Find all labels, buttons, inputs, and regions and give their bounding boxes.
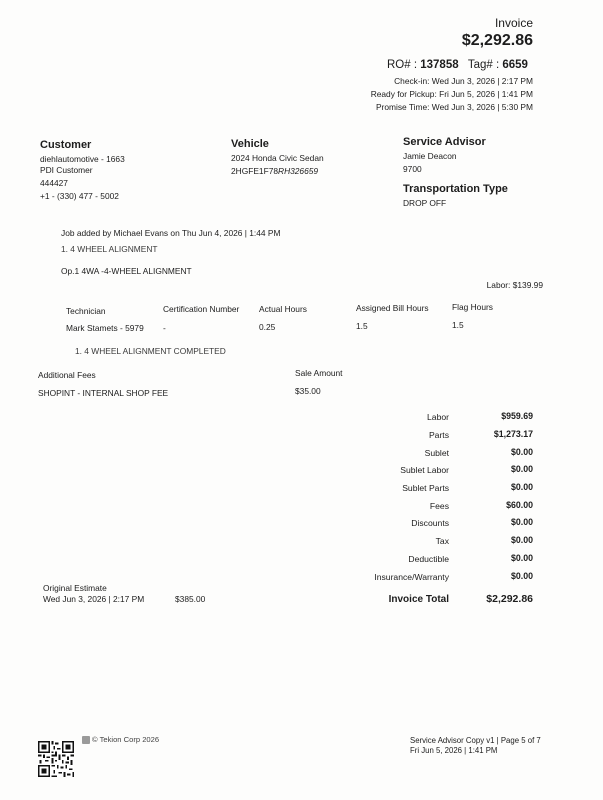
col-header-technician: Technician xyxy=(66,306,106,316)
transport-type: DROP OFF xyxy=(403,198,447,208)
ro-value: 137858 xyxy=(420,59,459,71)
total-value-deductible: $0.00 xyxy=(510,553,533,563)
total-label-sublet-labor: Sublet Labor xyxy=(400,465,449,475)
vehicle-heading: Vehicle xyxy=(231,138,269,150)
total-label-discounts: Discounts xyxy=(411,518,449,528)
job-line-1: 1. 4 WHEEL ALIGNMENT xyxy=(61,244,158,254)
invoice-title: Invoice xyxy=(494,16,533,30)
total-value-parts: $1,273.17 xyxy=(493,429,533,439)
tag-value: 6659 xyxy=(502,59,528,71)
customer-id: 444427 xyxy=(40,178,68,188)
checkin-time: Check-in: Wed Jun 3, 2026 | 2:17 PM xyxy=(394,76,533,86)
col-header-actual-hours: Actual Hours xyxy=(259,304,307,314)
customer-heading: Customer xyxy=(40,139,92,151)
total-label-tax: Tax xyxy=(435,536,449,546)
customer-type: PDI Customer xyxy=(40,165,93,175)
vehicle-vin xyxy=(231,166,318,176)
footer-printed-date: Fri Jun 5, 2026 | 1:41 PM xyxy=(410,746,498,755)
footer-copyright: © Tekion Corp 2026 xyxy=(92,735,160,744)
vehicle-model: 2024 Honda Civic Sedan xyxy=(231,153,324,163)
tekion-logo-icon xyxy=(82,736,90,744)
col-header-certification: Certification Number xyxy=(163,304,240,314)
sale-amount-heading: Sale Amount xyxy=(295,368,343,378)
ro-number xyxy=(387,59,528,71)
cell-bill-hours: 1.5 xyxy=(356,321,368,331)
total-label-sublet: Sublet xyxy=(424,448,449,458)
job-added-line: Job added by Michael Evans on Thu Jun 4, 2026 | 1:44 PM xyxy=(61,228,281,238)
total-value-sublet-labor: $0.00 xyxy=(510,464,533,474)
job-labor-amount: Labor: $139.99 xyxy=(486,280,543,290)
total-label-insurance: Insurance/Warranty xyxy=(374,572,449,582)
customer-phone: +1 - (330) 477 - 5002 xyxy=(40,191,119,201)
total-label-parts: Parts xyxy=(428,430,449,440)
invoice-total-value: $2,292.86 xyxy=(486,593,533,605)
estimate-heading: Original Estimate xyxy=(43,583,107,593)
fee-item: SHOPINT - INTERNAL SHOP FEE xyxy=(38,388,169,398)
advisor-name: Jamie Deacon xyxy=(403,151,457,161)
total-value-sublet-parts: $0.00 xyxy=(510,482,533,492)
total-value-discounts: $0.00 xyxy=(510,517,533,527)
tag-label: Tag# : xyxy=(467,59,500,71)
invoice-total-label: Invoice Total xyxy=(388,594,449,605)
cell-actual-hours: 0.25 xyxy=(259,322,276,332)
job-operation: Op.1 4WA -4-WHEEL ALIGNMENT xyxy=(61,266,192,276)
total-label-sublet-parts: Sublet Parts xyxy=(402,483,449,493)
col-header-flag-hours: Flag Hours xyxy=(452,302,493,312)
total-value-fees: $60.00 xyxy=(506,500,533,510)
total-value-insurance: $0.00 xyxy=(510,571,533,581)
total-value-labor: $959.69 xyxy=(501,411,533,421)
footer-copy-page: Service Advisor Copy v1 | Page 5 of 7 xyxy=(410,736,541,745)
total-value-sublet: $0.00 xyxy=(510,447,533,457)
vin-prefix: 2HGFE1F78 xyxy=(231,166,279,176)
vin-suffix: RH326659 xyxy=(278,166,319,176)
total-label-deductible: Deductible xyxy=(408,554,449,564)
transport-heading: Transportation Type xyxy=(403,183,508,195)
promise-time: Promise Time: Wed Jun 3, 2026 | 5:30 PM xyxy=(375,102,533,112)
advisor-heading: Service Advisor xyxy=(403,136,486,148)
qr-code-icon xyxy=(38,741,74,777)
cell-certification: - xyxy=(163,323,166,333)
col-header-bill-hours: Assigned Bill Hours xyxy=(356,303,429,313)
advisor-number: 9700 xyxy=(403,164,422,174)
fees-heading: Additional Fees xyxy=(38,370,96,380)
estimate-amount: $385.00 xyxy=(175,594,206,604)
customer-name: diehlautomotive - 1663 xyxy=(40,154,125,164)
ready-time: Ready for Pickup: Fri Jun 5, 2026 | 1:41 PM xyxy=(370,89,533,99)
total-label-fees: Fees xyxy=(429,501,449,511)
total-value-tax: $0.00 xyxy=(510,535,533,545)
cell-flag-hours: 1.5 xyxy=(452,320,464,330)
ro-label: RO# : xyxy=(387,59,418,71)
invoice-amount: $2,292.86 xyxy=(461,32,533,49)
job-completed-line: 1. 4 WHEEL ALIGNMENT COMPLETED xyxy=(75,346,226,356)
cell-technician: Mark Stamets - 5979 xyxy=(66,323,144,333)
total-label-labor: Labor xyxy=(427,412,449,422)
fee-amount: $35.00 xyxy=(295,386,321,396)
estimate-date: Wed Jun 3, 2026 | 2:17 PM xyxy=(43,594,145,604)
